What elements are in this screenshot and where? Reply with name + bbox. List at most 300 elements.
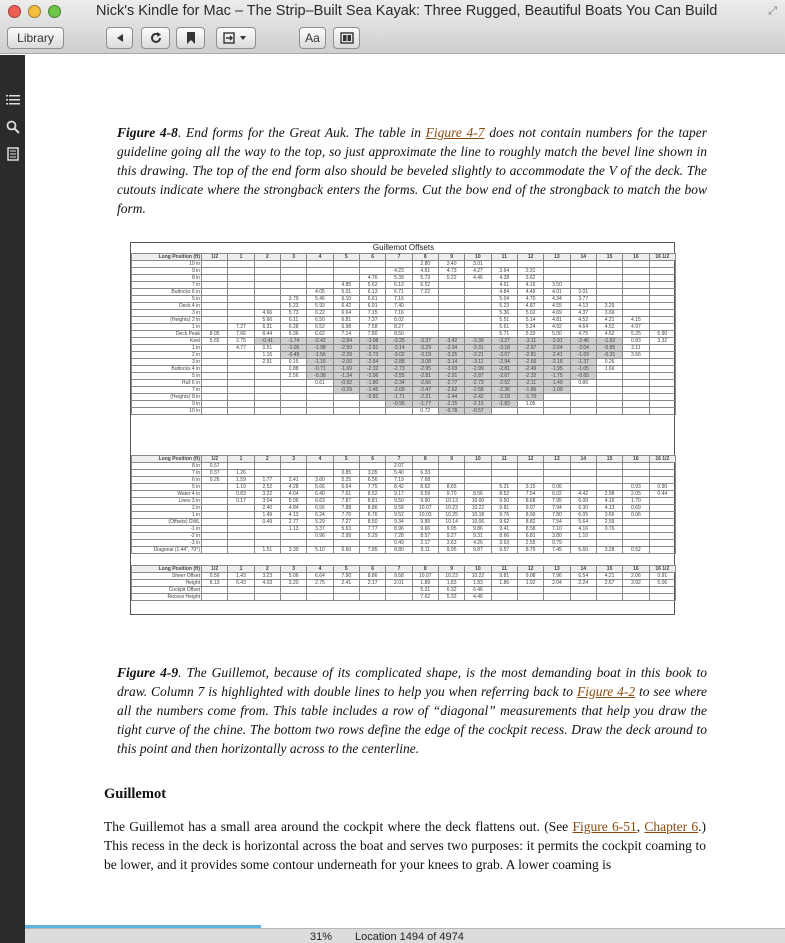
row-label: -2 in <box>132 533 202 540</box>
figure-4-2-link[interactable]: Figure 4-2 <box>576 684 636 699</box>
table-row <box>132 408 676 415</box>
table-cell: 4.21 <box>596 317 622 324</box>
table-cell: 8.82 <box>517 519 543 526</box>
column-header: 2 <box>254 566 280 573</box>
table-cell <box>254 587 280 594</box>
table-cell <box>517 594 543 601</box>
table-cell: 5.00 <box>544 331 570 338</box>
column-header: 8 <box>412 456 438 463</box>
table-cell <box>544 477 570 484</box>
table-cell: 9.41 <box>491 526 517 533</box>
table-cell <box>544 463 570 470</box>
table-cell <box>570 408 596 415</box>
table-cell <box>623 594 649 601</box>
table-cell <box>280 401 306 408</box>
table-cell: 7.37 <box>359 317 385 324</box>
table-cell <box>202 519 228 526</box>
table-cell: 5.65 <box>202 338 228 345</box>
table-cell: 1.66 <box>596 366 622 373</box>
table-cell: 0.37 <box>202 470 228 477</box>
table-cell: -3.14 <box>438 359 464 366</box>
table-cell: 4.16 <box>517 282 543 289</box>
table-cell <box>254 408 280 415</box>
table-cell <box>412 317 438 324</box>
table-cell <box>465 282 491 289</box>
table-row <box>132 352 676 359</box>
table-cell: 9.86 <box>465 526 491 533</box>
column-header: 9 <box>438 456 464 463</box>
table-cell: -1.37 <box>570 359 596 366</box>
table-cell: -1.56 <box>307 352 333 359</box>
table-cell <box>307 268 333 275</box>
minimize-window-button[interactable] <box>28 5 41 18</box>
table-cell: 8.42 <box>386 484 412 491</box>
search-icon[interactable] <box>4 118 21 135</box>
table-cell: -2.81 <box>491 366 517 373</box>
table-cell: 3.62 <box>517 275 543 282</box>
table-cell <box>202 587 228 594</box>
header-label: Long Position (ft) <box>132 254 202 261</box>
table-cell <box>359 587 385 594</box>
column-header: 14 <box>570 456 596 463</box>
table-cell <box>333 275 359 282</box>
table-row <box>132 317 676 324</box>
reading-percent: 31% <box>310 931 333 943</box>
row-label: 3 in <box>132 359 202 366</box>
table-cell <box>228 387 254 394</box>
sidebar <box>0 55 25 943</box>
table-cell: -0.38 <box>307 373 333 380</box>
body-text: .) This recess in the deck is horizontal across the boat and serves two purposes: it permits the cockpit coaming to be lower, and it provides some contour underneath for your knees to grab. A lower coaming is <box>104 819 706 872</box>
table-cell: 6.54 <box>570 573 596 580</box>
table-cell: -2.09 <box>386 387 412 394</box>
table-header-row <box>132 566 676 573</box>
table-cell: -0.71 <box>307 366 333 373</box>
row-label: Deck 4 in <box>132 303 202 310</box>
table-cell <box>517 463 543 470</box>
table-cell: 6.13 <box>386 282 412 289</box>
table-cell <box>623 275 649 282</box>
table-cell <box>570 470 596 477</box>
table-cell: 0.15 <box>280 359 306 366</box>
table-cell <box>623 373 649 380</box>
table-cell <box>438 463 464 470</box>
table-cell <box>333 408 359 415</box>
table-cell: -2.18 <box>491 394 517 401</box>
sync-button[interactable] <box>141 27 170 49</box>
table-cell <box>228 463 254 470</box>
table-cell <box>202 289 228 296</box>
table-cell <box>386 587 412 594</box>
table-cell: 4.81 <box>544 317 570 324</box>
body-text: , <box>636 819 645 834</box>
table-cell: 2.41 <box>333 580 359 587</box>
table-cell: 9.27 <box>438 533 464 540</box>
table-cell <box>544 261 570 268</box>
table-cell: 3.23 <box>254 573 280 580</box>
table-row <box>132 275 676 282</box>
table-cell: 5.14 <box>517 317 543 324</box>
table-cell: -1.45 <box>359 387 385 394</box>
column-header: 1/2 <box>202 456 228 463</box>
row-label: 3 in <box>132 310 202 317</box>
row-label: 5 in <box>132 373 202 380</box>
font-settings-button[interactable]: Aa <box>299 27 326 49</box>
table-cell: 4.61 <box>491 282 517 289</box>
table-cell <box>228 303 254 310</box>
table-cell <box>280 261 306 268</box>
table-cell <box>254 275 280 282</box>
section-heading: Guillemot <box>104 786 167 802</box>
table-cell: 7.61 <box>333 491 359 498</box>
table-cell: 2.80 <box>412 261 438 268</box>
table-cell <box>228 533 254 540</box>
column-header: 14 <box>570 254 596 261</box>
table-cell: 5.66 <box>254 317 280 324</box>
table-cell: -2.73 <box>359 352 385 359</box>
table-cell <box>649 303 675 310</box>
row-label: Hull 6 in <box>132 380 202 387</box>
table-of-contents-icon[interactable] <box>4 91 21 108</box>
table-cell <box>596 401 622 408</box>
table-cell: 7.70 <box>333 512 359 519</box>
row-label: Height <box>132 580 202 587</box>
column-header: 1 <box>228 456 254 463</box>
table-cell: -3.34 <box>438 345 464 352</box>
table-cell: 9.66 <box>412 526 438 533</box>
view-mode-button[interactable] <box>333 27 360 49</box>
table-row <box>132 477 676 484</box>
table-cell: 0.83 <box>623 338 649 345</box>
table-cell <box>333 594 359 601</box>
column-header: 3 <box>280 566 306 573</box>
table-cell <box>491 408 517 415</box>
table-cell: 10.03 <box>412 512 438 519</box>
table-cell: -2.91 <box>438 373 464 380</box>
table-cell <box>570 268 596 275</box>
column-header: 13 <box>544 254 570 261</box>
table-cell: 10.14 <box>438 519 464 526</box>
table-cell: 7.75 <box>359 484 385 491</box>
table-cell: 0.49 <box>386 540 412 547</box>
table-cell: 3.05 <box>359 470 385 477</box>
status-bar <box>25 928 785 943</box>
back-button[interactable] <box>106 27 133 49</box>
table-cell: 8.65 <box>438 484 464 491</box>
table-cell: 4.77 <box>228 345 254 352</box>
table-cell <box>544 275 570 282</box>
table-cell <box>333 261 359 268</box>
notes-icon[interactable] <box>4 145 21 162</box>
table-cell: -1.83 <box>491 401 517 408</box>
row-label: 8 in <box>132 275 202 282</box>
table-cell: 9.81 <box>491 573 517 580</box>
table-cell <box>623 303 649 310</box>
table-row <box>132 505 676 512</box>
column-header: 4 <box>307 566 333 573</box>
table-cell: 3.39 <box>280 547 306 554</box>
table-cell: 9.11 <box>412 547 438 554</box>
row-label: 7 in <box>132 470 202 477</box>
table-cell: 0.52 <box>623 547 649 554</box>
table-cell <box>570 477 596 484</box>
table-cell: 10.06 <box>465 519 491 526</box>
table-cell <box>596 261 622 268</box>
table-cell: -2.50 <box>333 345 359 352</box>
offsets-table-footer <box>131 565 676 601</box>
table-row <box>132 282 676 289</box>
table-cell: 8.86 <box>359 573 385 580</box>
table-cell <box>202 366 228 373</box>
table-cell <box>491 463 517 470</box>
table-cell: 9.58 <box>386 573 412 580</box>
table-cell: 5.63 <box>333 526 359 533</box>
close-window-button[interactable] <box>8 5 21 18</box>
table-cell: 6.64 <box>333 484 359 491</box>
table-cell: 6.22 <box>307 310 333 317</box>
row-label: 2 in <box>132 352 202 359</box>
table-cell <box>596 594 622 601</box>
table-cell <box>202 359 228 366</box>
table-cell <box>438 310 464 317</box>
column-header: 10 <box>465 254 491 261</box>
table-cell: -2.55 <box>386 373 412 380</box>
table-cell: 7.88 <box>333 505 359 512</box>
table-cell: 1.10 <box>228 484 254 491</box>
column-header: 16 1/2 <box>649 254 675 261</box>
column-header: 16 1/2 <box>649 456 675 463</box>
table-cell <box>649 289 675 296</box>
table-cell <box>465 303 491 310</box>
table-cell: 8.81 <box>359 498 385 505</box>
table-cell: -0.78 <box>438 408 464 415</box>
table-cell <box>596 540 622 547</box>
table-cell <box>649 533 675 540</box>
table-cell: 3.63 <box>438 540 464 547</box>
goto-button[interactable] <box>216 27 256 49</box>
table-cell: 2.01 <box>386 580 412 587</box>
figure-4-7-link[interactable]: Figure 4-7 <box>425 125 485 140</box>
table-cell: 8.56 <box>465 491 491 498</box>
table-cell: 1.05 <box>517 401 543 408</box>
caption-text: . The Guillemot, because of its complicated shape, is the most demanding boat in this book to draw. Column 7 is highlighted with double lines to help you when referring back to <box>117 665 707 699</box>
table-row <box>132 401 676 408</box>
column-header: 9 <box>438 566 464 573</box>
table-cell <box>517 261 543 268</box>
table-cell: 3.93 <box>491 540 517 547</box>
table-cell <box>333 463 359 470</box>
table-cell <box>228 408 254 415</box>
table-cell: -2.73 <box>465 380 491 387</box>
table-cell <box>596 289 622 296</box>
table-cell <box>202 380 228 387</box>
table-cell: -3.39 <box>465 338 491 345</box>
table-cell: 1.49 <box>254 512 280 519</box>
table-cell: 2.04 <box>544 580 570 587</box>
table-cell: 2.67 <box>596 580 622 587</box>
table-cell: -2.66 <box>412 380 438 387</box>
table-cell: 5.71 <box>491 331 517 338</box>
table-cell: -2.32 <box>517 373 543 380</box>
table-cell: 8.76 <box>359 512 385 519</box>
table-cell <box>596 484 622 491</box>
bookmark-button[interactable] <box>176 27 205 49</box>
figure-4-8-caption <box>117 123 707 218</box>
table-cell: 5.36 <box>491 310 517 317</box>
table-cell <box>359 594 385 601</box>
table-cell: 8.27 <box>386 324 412 331</box>
table-cell: -2.88 <box>386 359 412 366</box>
row-label: 7 in <box>132 282 202 289</box>
table-cell <box>202 394 228 401</box>
column-header: 1/2 <box>202 566 228 573</box>
table-cell <box>202 261 228 268</box>
table-cell <box>623 289 649 296</box>
table-cell: 5.22 <box>438 275 464 282</box>
table-cell: 2.06 <box>623 573 649 580</box>
table-cell <box>544 268 570 275</box>
table-cell: 8.96 <box>386 526 412 533</box>
table-cell: 1.43 <box>228 573 254 580</box>
table-cell <box>386 261 412 268</box>
table-cell: 6.11 <box>280 317 306 324</box>
table-cell <box>333 394 359 401</box>
table-cell: 7.28 <box>386 533 412 540</box>
table-cell <box>254 366 280 373</box>
table-cell: -3.08 <box>412 359 438 366</box>
table-cell: 9.07 <box>517 505 543 512</box>
table-cell <box>254 373 280 380</box>
table-cell: 1.16 <box>254 352 280 359</box>
table-cell: -3.18 <box>491 345 517 352</box>
fullscreen-icon[interactable]: ⤢ <box>768 5 777 17</box>
table-cell: 2.55 <box>517 540 543 547</box>
column-header: 7 <box>386 456 412 463</box>
table-cell <box>228 512 254 519</box>
table-row <box>132 594 676 601</box>
row-label: Keel <box>132 338 202 345</box>
table-cell <box>649 594 675 601</box>
table-cell: 4.28 <box>280 484 306 491</box>
table-cell: 6.00 <box>570 498 596 505</box>
reading-progress-bar[interactable] <box>25 925 261 928</box>
table-cell: -2.94 <box>491 359 517 366</box>
table-row <box>132 373 676 380</box>
column-header: 12 <box>517 254 543 261</box>
table-cell <box>386 594 412 601</box>
table-cell <box>202 547 228 554</box>
table-cell <box>254 268 280 275</box>
table-cell <box>517 408 543 415</box>
zoom-window-button[interactable] <box>48 5 61 18</box>
table-row <box>132 359 676 366</box>
table-cell <box>202 505 228 512</box>
table-cell: 8.02 <box>386 317 412 324</box>
table-cell: 4.73 <box>438 268 464 275</box>
table-cell <box>333 401 359 408</box>
table-cell: 6.50 <box>307 317 333 324</box>
table-cell: 4.37 <box>570 310 596 317</box>
table-cell: -1.49 <box>544 380 570 387</box>
book-page <box>25 55 785 928</box>
table-cell: 9.08 <box>517 573 543 580</box>
table-cell <box>649 526 675 533</box>
table-cell <box>333 587 359 594</box>
table-cell: -2.62 <box>438 387 464 394</box>
table-cell: 2.05 <box>623 491 649 498</box>
table-cell <box>649 324 675 331</box>
table-cell: 2.75 <box>228 338 254 345</box>
figure-6-51-link[interactable]: Figure 6-51 <box>572 819 637 834</box>
table-cell: 5.06 <box>280 498 306 505</box>
table-cell: 0.83 <box>228 491 254 498</box>
column-header: 1 <box>228 254 254 261</box>
table-cell <box>280 463 306 470</box>
row-label: (Heights) 2 in <box>132 317 202 324</box>
table-cell <box>280 380 306 387</box>
table-cell: 7.77 <box>359 526 385 533</box>
table-cell: 3.92 <box>623 580 649 587</box>
table-cell: -2.47 <box>412 387 438 394</box>
table-cell <box>254 387 280 394</box>
table-cell: 6.13 <box>359 289 385 296</box>
table-cell: 7.16 <box>386 296 412 303</box>
table-cell: 5.29 <box>307 519 333 526</box>
table-cell: 2.98 <box>596 491 622 498</box>
table-cell: -1.98 <box>307 345 333 352</box>
table-cell <box>623 470 649 477</box>
table-cell <box>228 268 254 275</box>
table-cell: 5.02 <box>517 310 543 317</box>
table-cell: 6.52 <box>412 282 438 289</box>
table-row <box>132 387 676 394</box>
table-cell: 0.88 <box>280 366 306 373</box>
table-cell <box>228 505 254 512</box>
table-cell <box>623 310 649 317</box>
row-label: Diagonal (1.44", 70°) <box>132 547 202 554</box>
table-cell: -1.69 <box>570 352 596 359</box>
row-label: 10 in <box>132 408 202 415</box>
table-cell <box>465 289 491 296</box>
table-cell: -0.65 <box>570 373 596 380</box>
table-cell: 0.06 <box>544 484 570 491</box>
table-cell: -2.91 <box>359 345 385 352</box>
table-cell <box>596 296 622 303</box>
table-cell: 8.68 <box>517 498 543 505</box>
table-cell: 1.86 <box>491 580 517 587</box>
column-header: 10 <box>465 566 491 573</box>
row-label: Buttocks 4 in <box>132 366 202 373</box>
sync-icon <box>149 31 163 45</box>
table-cell: 6.30 <box>570 505 596 512</box>
library-button[interactable]: Library <box>7 27 64 49</box>
table-cell <box>412 303 438 310</box>
table-cell: -2.52 <box>491 380 517 387</box>
caption-text: does not contain numbers for the taper guideline going all the way to the top, so just approximate the line to roughly match the bevel line shown in this drawing. The top of the end form also should be beveled slightly to accommodate the V of the deck. The cutouts indicate where the strongback enters the forms. Cut the bow end of the strongback to match the bow form. <box>117 125 707 216</box>
column-header: 9 <box>438 254 464 261</box>
goto-icon <box>223 32 249 44</box>
table-cell: -3.03 <box>438 366 464 373</box>
table-cell: 8.80 <box>386 547 412 554</box>
table-cell <box>623 526 649 533</box>
table-row <box>132 331 676 338</box>
table-cell: 10.23 <box>438 573 464 580</box>
column-header: 8 <box>412 566 438 573</box>
column-header: 6 <box>359 254 385 261</box>
chapter-6-link[interactable]: Chapter 6 <box>644 819 699 834</box>
table-cell <box>570 261 596 268</box>
table-cell: 4.15 <box>623 317 649 324</box>
